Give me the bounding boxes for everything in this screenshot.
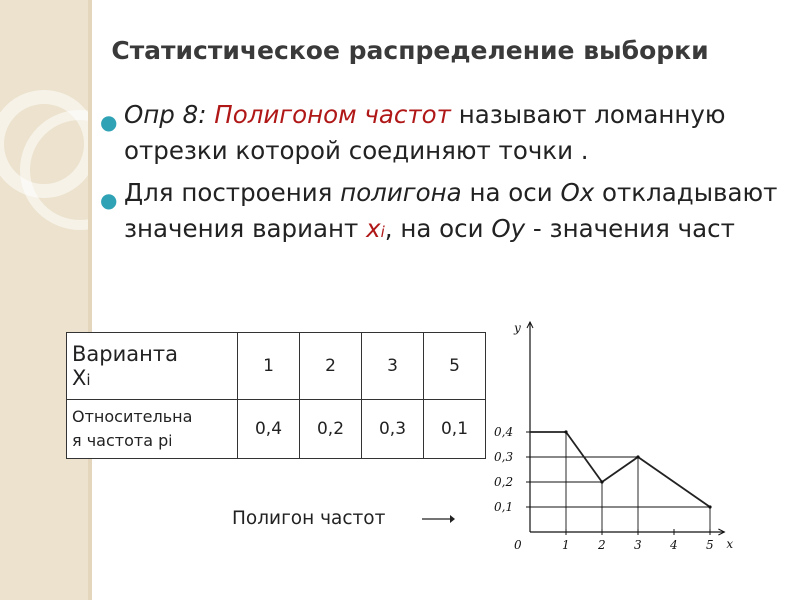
axis-ox: Ox xyxy=(560,178,595,207)
distribution-table xyxy=(66,332,486,459)
table-cell: 2 xyxy=(300,333,362,400)
table-row xyxy=(67,333,486,400)
table-cell: 0,4 xyxy=(238,400,300,459)
x-tick-label: 4 xyxy=(670,538,678,552)
row-label-variant xyxy=(67,333,238,400)
frequency-label-line1: Относительна xyxy=(72,407,193,426)
construction-text-5: - значения част xyxy=(525,214,735,243)
bullet-definition xyxy=(96,97,786,169)
construction-text-3: откладывают значения вариант xyxy=(124,178,778,243)
decorative-sidebar xyxy=(0,0,91,600)
definition-text: называют ломанную отрезки которой соединяют точки . xyxy=(124,100,726,165)
data-point xyxy=(600,480,603,483)
chart-caption: Полигон частот xyxy=(232,508,386,529)
table-row xyxy=(67,400,486,459)
arrow-right-icon xyxy=(420,511,456,527)
slide-title: Статистическое распределение выборки xyxy=(111,36,709,65)
table-cell: 0,2 xyxy=(300,400,362,459)
bullet-dot-icon: ● xyxy=(100,188,118,212)
table-cell: 5 xyxy=(424,333,486,400)
y-tick-label: 0,2 xyxy=(494,475,514,489)
y-tick-label: 0,1 xyxy=(494,500,514,514)
bullet-list xyxy=(96,97,786,256)
y-axis-label: y xyxy=(514,321,521,335)
construction-text-4: , на оси xyxy=(384,214,492,243)
bullet-construction xyxy=(96,175,786,250)
x-tick-label: 3 xyxy=(634,538,642,552)
frequency-subscript: i xyxy=(168,432,173,450)
x-axis-label: x xyxy=(726,537,734,551)
x-tick-label: 1 xyxy=(562,538,570,552)
variant-label: Варианта xyxy=(72,342,178,366)
sidebar-edge xyxy=(88,0,92,600)
x-tick-label: 2 xyxy=(598,538,606,552)
definition-term: Полигоном частот xyxy=(214,100,451,129)
table-cell: 1 xyxy=(238,333,300,400)
y-tick-label: 0,4 xyxy=(494,425,514,439)
axis-oy: Oy xyxy=(491,214,526,243)
y-tick-label: 0,3 xyxy=(494,450,514,464)
frequency-label-line2: я частота p xyxy=(72,431,169,450)
data-point xyxy=(564,430,567,433)
construction-term: полигона xyxy=(340,178,462,207)
frequency-polygon-chart xyxy=(490,310,760,560)
table-cell: 0,1 xyxy=(424,400,486,459)
construction-text-1: Для построения xyxy=(124,178,341,207)
x-tick-label: 0 xyxy=(514,538,522,552)
table-cell: 3 xyxy=(362,333,424,400)
row-label-frequency xyxy=(67,400,238,459)
definition-number: Опр 8: xyxy=(124,100,215,129)
polygon-line xyxy=(530,432,710,507)
bullet-dot-icon: ● xyxy=(100,110,118,134)
variant-subscript: i xyxy=(86,371,91,389)
x-tick-label: 5 xyxy=(706,538,714,552)
variant-symbol: xi xyxy=(366,214,385,243)
variant-symbol: X xyxy=(72,366,87,390)
data-point xyxy=(708,505,711,508)
construction-text-2: на оси xyxy=(461,178,561,207)
data-point xyxy=(636,455,639,458)
table-cell: 0,3 xyxy=(362,400,424,459)
